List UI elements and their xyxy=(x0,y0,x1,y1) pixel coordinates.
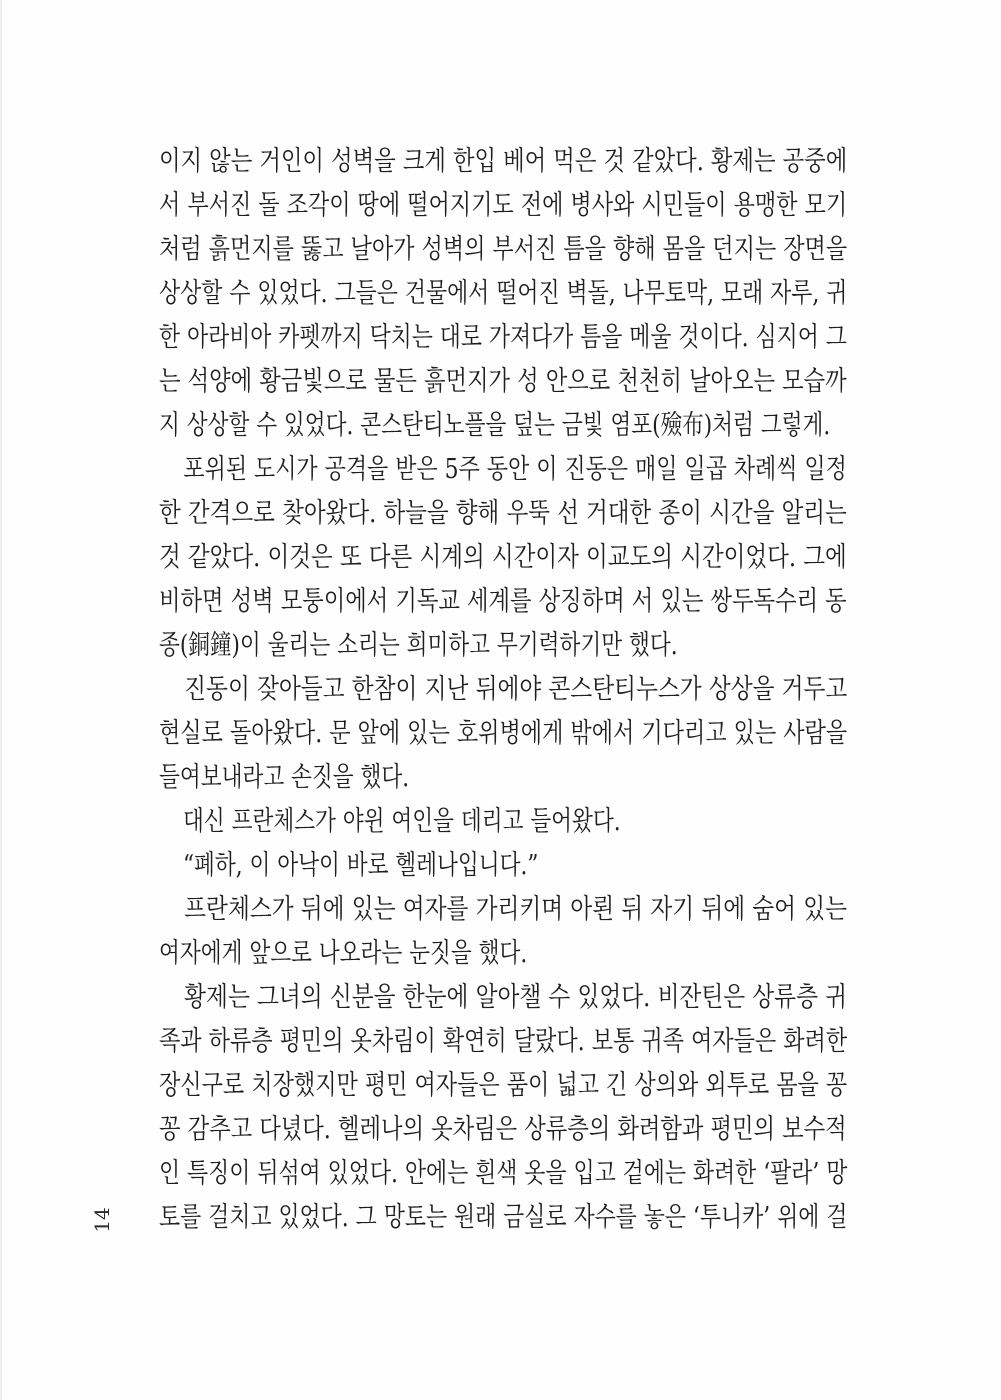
text-line: 종(銅鐘)이 울리는 소리는 희미하고 무기력하기만 했다. xyxy=(159,630,678,661)
text-line: “폐하, 이 아낙이 바로 헬레나입니다.” xyxy=(183,850,539,881)
text-line: 비하면 성벽 모퉁이에서 기독교 세계를 상징하며 서 있는 쌍두독수리 동 xyxy=(159,586,847,617)
text-line: 한 간격으로 찾아왔다. 하늘을 향해 우뚝 선 거대한 종이 시간을 알리는 xyxy=(159,498,847,529)
page-number: 14 xyxy=(90,1207,114,1233)
text-line: 한 아라비아 카펫까지 닥치는 대로 가져다가 틈을 메울 것이다. 심지어 그 xyxy=(159,322,847,353)
text-line: 진동이 잦아들고 한참이 지난 뒤에야 콘스탄티누스가 상상을 거두고 xyxy=(184,674,848,705)
text-line: 지 상상할 수 있었다. 콘스탄티노플을 덮는 금빛 염포(殮布)처럼 그렇게. xyxy=(159,410,831,441)
page-text xyxy=(159,140,847,1240)
text-line: 인 특징이 뒤섞여 있었다. 안에는 흰색 옷을 입고 겉에는 화려한 ‘팔라’ 망 xyxy=(159,1158,848,1189)
text-line: 것 같았다. 이것은 또 다른 시계의 시간이자 이교도의 시간이었다. 그에 xyxy=(159,542,847,573)
text-line: 여자에게 앞으로 나오라는 눈짓을 했다. xyxy=(159,938,528,969)
text-line: 이지 않는 거인이 성벽을 크게 한입 베어 먹은 것 같았다. 황제는 공중에 xyxy=(159,146,848,177)
text-line: 프란체스가 뒤에 있는 여자를 가리키며 아뢴 뒤 자기 뒤에 숨어 있는 xyxy=(184,894,848,925)
text-line: 토를 걸치고 있었다. 그 망토는 원래 금실로 자수를 놓은 ‘투니카’ 위에 걸 xyxy=(159,1202,848,1233)
text-line: 서 부서진 돌 조각이 땅에 떨어지기도 전에 병사와 시민들이 용맹한 모기 xyxy=(159,190,848,221)
text-line: 상상할 수 있었다. 그들은 건물에서 떨어진 벽돌, 나무토막, 모래 자루, 귀 xyxy=(159,278,848,309)
text-line: 대신 프란체스가 야윈 여인을 데리고 들어왔다. xyxy=(183,806,621,837)
text-line: 장신구로 치장했지만 평민 여자들은 품이 넓고 긴 상의와 외투로 몸을 꽁 xyxy=(159,1070,848,1101)
text-line: 족과 하류층 평민의 옷차림이 확연히 달랐다. 보통 귀족 여자들은 화려한 xyxy=(159,1026,848,1057)
text-line: 꽁 감추고 다녔다. 헬레나의 옷차림은 상류층의 화려함과 평민의 보수적 xyxy=(159,1114,847,1145)
text-line: 포위된 도시가 공격을 받은 5주 동안 이 진동은 매일 일곱 차례씩 일정 xyxy=(183,454,847,485)
text-line: 들여보내라고 손짓을 했다. xyxy=(159,762,410,793)
text-line: 처럼 흙먼지를 뚫고 날아가 성벽의 부서진 틈을 향해 몸을 던지는 장면을 xyxy=(159,234,848,265)
text-line: 황제는 그녀의 신분을 한눈에 알아챌 수 있었다. 비잔틴은 상류층 귀 xyxy=(184,982,848,1013)
text-line: 현실로 돌아왔다. 문 앞에 있는 호위병에게 밖에서 기다리고 있는 사람을 xyxy=(159,718,848,749)
text-line: 는 석양에 황금빛으로 물든 흙먼지가 성 안으로 천천히 날아오는 모습까 xyxy=(159,366,847,397)
